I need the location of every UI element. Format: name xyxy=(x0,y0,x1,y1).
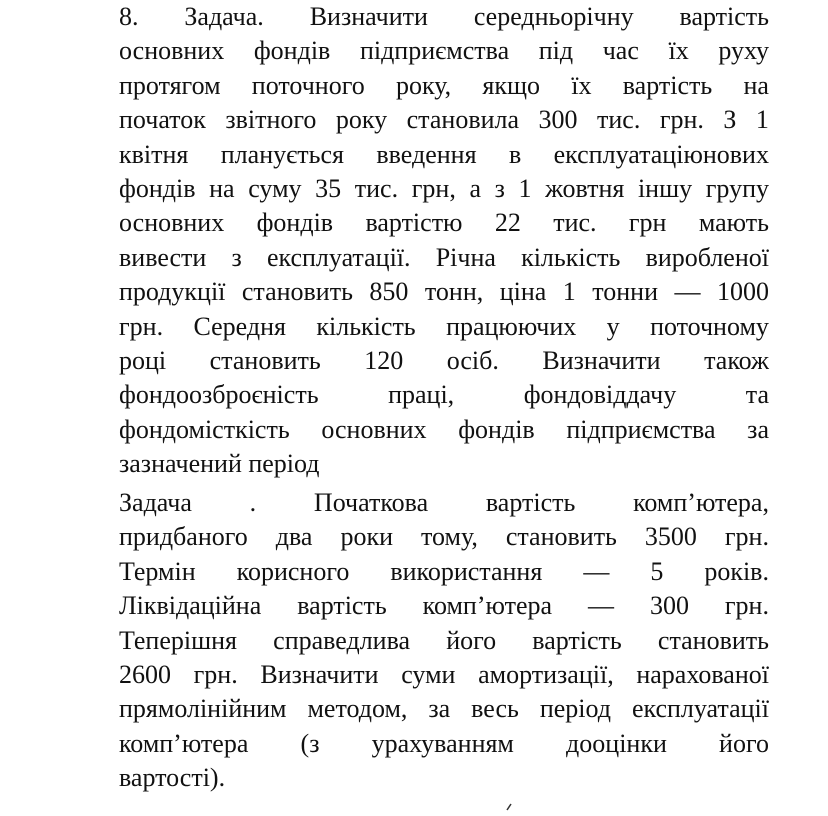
word: якщо xyxy=(482,70,541,100)
word: 1 xyxy=(518,173,532,203)
text-line xyxy=(119,555,769,589)
last-line-text: вартості). xyxy=(119,763,226,793)
word: основних xyxy=(119,36,225,66)
word: протягом xyxy=(119,70,221,100)
word: становить xyxy=(241,277,353,307)
word: вартість xyxy=(679,2,769,31)
word: комп’ютера xyxy=(119,728,249,758)
word: амортизації, xyxy=(478,659,614,689)
text-line xyxy=(119,275,769,309)
text-line xyxy=(119,172,769,206)
text-line-last xyxy=(119,761,769,795)
word: 1 xyxy=(562,277,576,307)
word: ціна xyxy=(499,277,547,307)
word: фондів xyxy=(119,173,196,203)
word: Визначити xyxy=(260,659,379,689)
word: експлуатації. xyxy=(266,242,411,272)
word: його xyxy=(446,625,497,655)
word: руху xyxy=(718,36,769,66)
word: поточному xyxy=(650,311,769,341)
word: нарахованої xyxy=(636,659,769,689)
word: початок xyxy=(119,105,206,135)
word: іншу xyxy=(637,173,693,203)
word: 5 xyxy=(650,556,664,586)
word: виробленої xyxy=(645,242,769,272)
word: у xyxy=(606,311,620,341)
word: грн. xyxy=(119,311,164,341)
word: Річна xyxy=(435,242,496,272)
text-line xyxy=(119,0,769,34)
word: час xyxy=(602,36,639,66)
word: тис. xyxy=(553,208,597,238)
word: становить xyxy=(209,345,321,375)
text-line-last xyxy=(119,447,769,481)
word: вартість xyxy=(485,488,576,517)
word: Визначити xyxy=(309,2,428,31)
word: років. xyxy=(704,556,769,586)
word: — xyxy=(583,556,610,586)
word: мають xyxy=(698,208,769,238)
word: року xyxy=(335,105,388,135)
word: році xyxy=(119,345,167,375)
word: 2600 xyxy=(119,659,171,689)
word: на xyxy=(743,70,769,100)
text-line xyxy=(119,413,769,447)
problem-8-text xyxy=(119,0,769,481)
word: продукції xyxy=(119,277,226,307)
word: корисного xyxy=(236,556,350,586)
word: Термін xyxy=(119,556,196,586)
word: його xyxy=(719,728,769,758)
text-line xyxy=(119,624,769,658)
word: Ліквідаційна xyxy=(119,591,262,621)
word: придбаного xyxy=(119,522,248,552)
word: весь xyxy=(471,694,519,724)
word: тонн, xyxy=(424,277,484,307)
cropped-text-fragment xyxy=(506,798,512,806)
word: 1 xyxy=(755,105,769,135)
word: Теперішня xyxy=(119,625,238,655)
word: фондоозброєність xyxy=(119,380,319,410)
word: осіб. xyxy=(446,345,499,375)
word: працюючих xyxy=(446,311,577,341)
word: суми xyxy=(401,659,456,689)
word: праці, xyxy=(388,380,455,410)
word: 120 xyxy=(364,345,404,375)
word: в xyxy=(508,139,522,169)
word: їх xyxy=(668,36,689,66)
word: за xyxy=(428,694,451,724)
problem-2-text xyxy=(119,486,769,796)
word: 22 xyxy=(494,208,521,238)
word: вартість xyxy=(622,70,713,100)
word: грн, xyxy=(411,173,456,203)
word: урахуванням xyxy=(371,728,514,758)
word: грн. xyxy=(659,105,704,135)
text-line xyxy=(119,103,769,137)
word: вартістю xyxy=(365,208,463,238)
word: вартість xyxy=(532,625,622,655)
word: введення xyxy=(376,139,477,169)
word: Початкова xyxy=(313,488,429,517)
text-line xyxy=(119,310,769,344)
word: тис. xyxy=(354,173,399,203)
word: року, xyxy=(395,70,452,100)
word: середньорічну xyxy=(473,2,634,31)
word: експлуатаціюнових xyxy=(553,139,769,169)
word: та xyxy=(745,380,769,410)
word: жовтня xyxy=(545,173,625,203)
last-line-text: зазначений період xyxy=(119,449,320,479)
word: фондомісткість xyxy=(119,414,290,444)
word: фондів xyxy=(256,208,334,238)
word: тис. xyxy=(597,105,641,135)
word: підприємства xyxy=(566,414,716,444)
word: їх xyxy=(571,70,592,100)
word: комп’ютера xyxy=(422,591,553,621)
text-line xyxy=(119,69,769,103)
text-line xyxy=(119,589,769,623)
word: 1000 xyxy=(716,277,769,307)
word: грн. xyxy=(193,659,238,689)
word: планується xyxy=(220,139,344,169)
word: — xyxy=(674,277,701,307)
word: квітня xyxy=(119,139,189,169)
word: тонни xyxy=(592,277,659,307)
word: Середня xyxy=(193,311,286,341)
word: Задача xyxy=(119,488,192,517)
word: групу xyxy=(705,173,769,203)
word: З xyxy=(723,105,737,135)
word: грн. xyxy=(724,522,769,552)
word: основних xyxy=(321,414,427,444)
word: дооцінки xyxy=(566,728,667,758)
word: прямолінійним xyxy=(119,694,287,724)
text-line xyxy=(119,378,769,412)
word: — xyxy=(587,591,614,621)
text-line xyxy=(119,692,769,726)
word: (з xyxy=(300,728,320,758)
word: поточного xyxy=(251,70,365,100)
word: період xyxy=(539,694,611,724)
word: становить xyxy=(505,522,617,552)
word: фондів xyxy=(253,36,331,66)
word: становить xyxy=(657,625,769,655)
word: звітного xyxy=(225,105,317,135)
text-line xyxy=(119,241,769,275)
word: експлуатації xyxy=(631,694,769,724)
word: суму xyxy=(248,173,302,203)
word: справедлива xyxy=(273,625,411,655)
word: грн xyxy=(628,208,667,238)
word: методом, xyxy=(307,694,408,724)
word: кількість xyxy=(521,242,621,272)
word: Задача. xyxy=(184,2,264,31)
word: з xyxy=(494,173,505,203)
word: 3500 xyxy=(644,522,697,552)
word: підприємства xyxy=(359,36,510,66)
word: 300 xyxy=(649,591,689,621)
word: 8. xyxy=(119,2,139,31)
text-line xyxy=(119,727,769,761)
word: Визначити xyxy=(542,345,661,375)
word: становила xyxy=(406,105,520,135)
word: під xyxy=(538,36,574,66)
word: кількість xyxy=(316,311,416,341)
word: з xyxy=(231,242,242,272)
word: фондовіддачу xyxy=(523,380,677,410)
word: використання xyxy=(390,556,543,586)
word: фондів xyxy=(458,414,535,444)
word: два xyxy=(275,522,313,552)
word: 850 xyxy=(369,277,409,307)
word: . xyxy=(249,488,257,517)
word: роки xyxy=(340,522,393,552)
text-line xyxy=(119,138,769,172)
word: 35 xyxy=(315,173,342,203)
word: грн. xyxy=(724,591,769,621)
text-line xyxy=(119,520,769,554)
word: вартість xyxy=(297,591,387,621)
word: а xyxy=(469,173,481,203)
word: вивести xyxy=(119,242,207,272)
text-line xyxy=(119,486,769,520)
word: 300 xyxy=(538,105,578,135)
text-line xyxy=(119,206,769,240)
text-line xyxy=(119,34,769,68)
word: тому, xyxy=(420,522,478,552)
word: основних xyxy=(119,208,225,238)
text-line xyxy=(119,344,769,378)
text-line xyxy=(119,658,769,692)
word: комп’ютера, xyxy=(633,488,769,517)
word: на xyxy=(209,173,235,203)
word: також xyxy=(704,345,769,375)
word: за xyxy=(747,414,769,444)
